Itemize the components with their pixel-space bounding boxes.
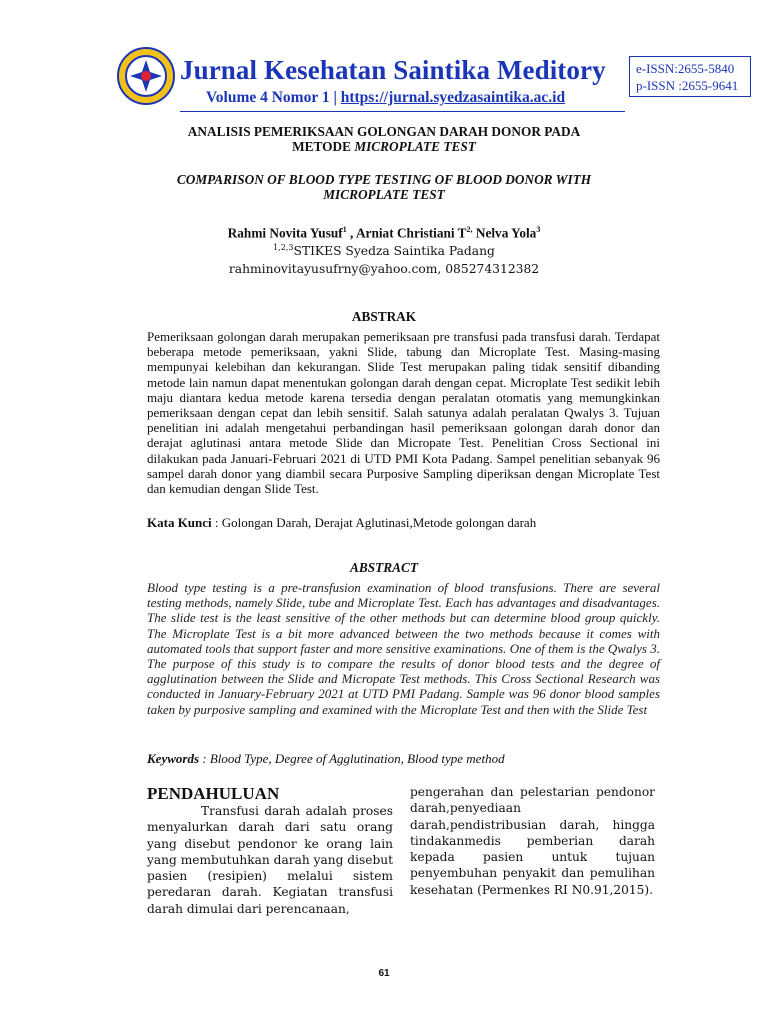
journal-logo-icon <box>116 46 176 106</box>
journal-volume-line <box>206 89 565 107</box>
keywords: Keywords : Blood Type, Degree of Agglutination, Blood type method <box>147 751 505 766</box>
paper-title-indonesian: ANALISIS PEMERIKSAAN GOLONGAN DARAH DONOR PADA METODE MICROPLATE TEST <box>187 124 581 154</box>
abstract-heading: ABSTRACT <box>350 560 418 575</box>
body-column-left: Transfusi darah adalah proses menyalurkan darah dari satu orang yang disebut pendonor ke orang lain yang membutuhkan darah yang disebut pasien (resipien) melalui sistem peredaran darah. Kegiatan transfusi darah dimulai dari perencanaan, <box>147 804 393 916</box>
contact-email: rahminovitayusufrny@yahoo.com, 085274312382 <box>228 262 540 276</box>
affiliation: $^{1,2,3}$STIKES Syedza Saintika Padang <box>273 243 495 259</box>
eissn: e-ISSN:2655-5840 <box>636 61 735 76</box>
journal-volume: Volume 4 Nomor 1 | <box>206 89 341 106</box>
pissn: p-ISSN :2655-9641 <box>636 78 739 93</box>
journal-url-link[interactable]: https://jurnal.syedzasaintika.ac.id <box>340 89 566 106</box>
abstract-text: Blood type testing is a pre-transfusion examination of blood transfusions. There are several testing methods, namely Slide, tube and Microplate Test. Each has advantages and disadvantages. The slide test is the least sensitive of the other methods but can determine blood group quickly. The Microplate Test is a bit more advanced between the two methods because it comes with automated tools that support faster and more sensitive examinations. One of them is the Qwalys 3. The purpose of this study is to compare the results of donor blood tests and the degree of agglutination between the Slide and Micropate Test methods. This Cross Sectional Research was conducted in January-February 2021 at UTD PMI Padang. Sample was 96 donor blood samples taken by purposive sampling and examined with the Microplate Test and then with the Slide Test <box>147 580 660 717</box>
section-heading-pendahuluan: PENDAHULUAN <box>147 784 280 803</box>
issn-box <box>629 56 751 97</box>
paper-title-english: COMPARISON OF BLOOD TYPE TESTING OF BLOOD DONOR WITH MICROPLATE TEST <box>176 172 592 202</box>
body-column-right: pengerahan dan pelestarian pendonor darah,penyediaan darah,pendistribusian darah, hingga tindakanmedis pemberian darah kepada pasien untuk tujuan penyembuhan penyakit dan pemulihan kesehatan (Permenkes RI N0.91,2015). <box>410 785 655 897</box>
author-list: Rahmi Novita Yusuf$^1$ , Arniat Christiani $T^{2,}$ Nelva Yola$^3$ <box>227 225 541 241</box>
journal-title: Jurnal Kesehatan Saintika Meditory <box>180 55 606 85</box>
abstrak-heading: ABSTRAK <box>351 309 417 324</box>
page-number: 61 <box>378 968 390 979</box>
abstrak-text: Pemeriksaan golongan darah merupakan pemeriksaan pre transfusi pada transfusi darah. Terdapat beberapa metode pemeriksaan, yakni Slide, tabung dan Microplate Test. Masing-masing mempunyai kelebihan dan kekurangan. Slide Test merupakan paling tidak sensitif dibanding metode lain namun dapat menentukan golongan darah dengan cepat. Microplate Test sedikit lebih maju diantara kedua metode karena tersedia dengan peralatan otomatis yang memungkinkan pemeriksaan dengan cepat dan lebih sensitif. Salah satunya adalah peralatan Qwalys 3. Tujuan penelitian ini adalah mengetahui perbandingan hasil pemeriksaan golongan darah donor dan derajat aglutinasi antara metode Slide dan Micropate Test. Penelitian Cross Sectional ini dilakukan pada Januari-Februari 2021 di UTD PMI Kota Padang. Sampel penelitian sebanyak 96 sampel darah donor yang diambil secara Purposive Sampling diperiksan dengan Microplate Test dan kemudian dengan Slide Test. <box>147 329 660 497</box>
header-divider <box>180 111 625 112</box>
kata-kunci: Kata Kunci : Golongan Darah, Derajat Aglutinasi,Metode golongan darah <box>147 515 537 530</box>
